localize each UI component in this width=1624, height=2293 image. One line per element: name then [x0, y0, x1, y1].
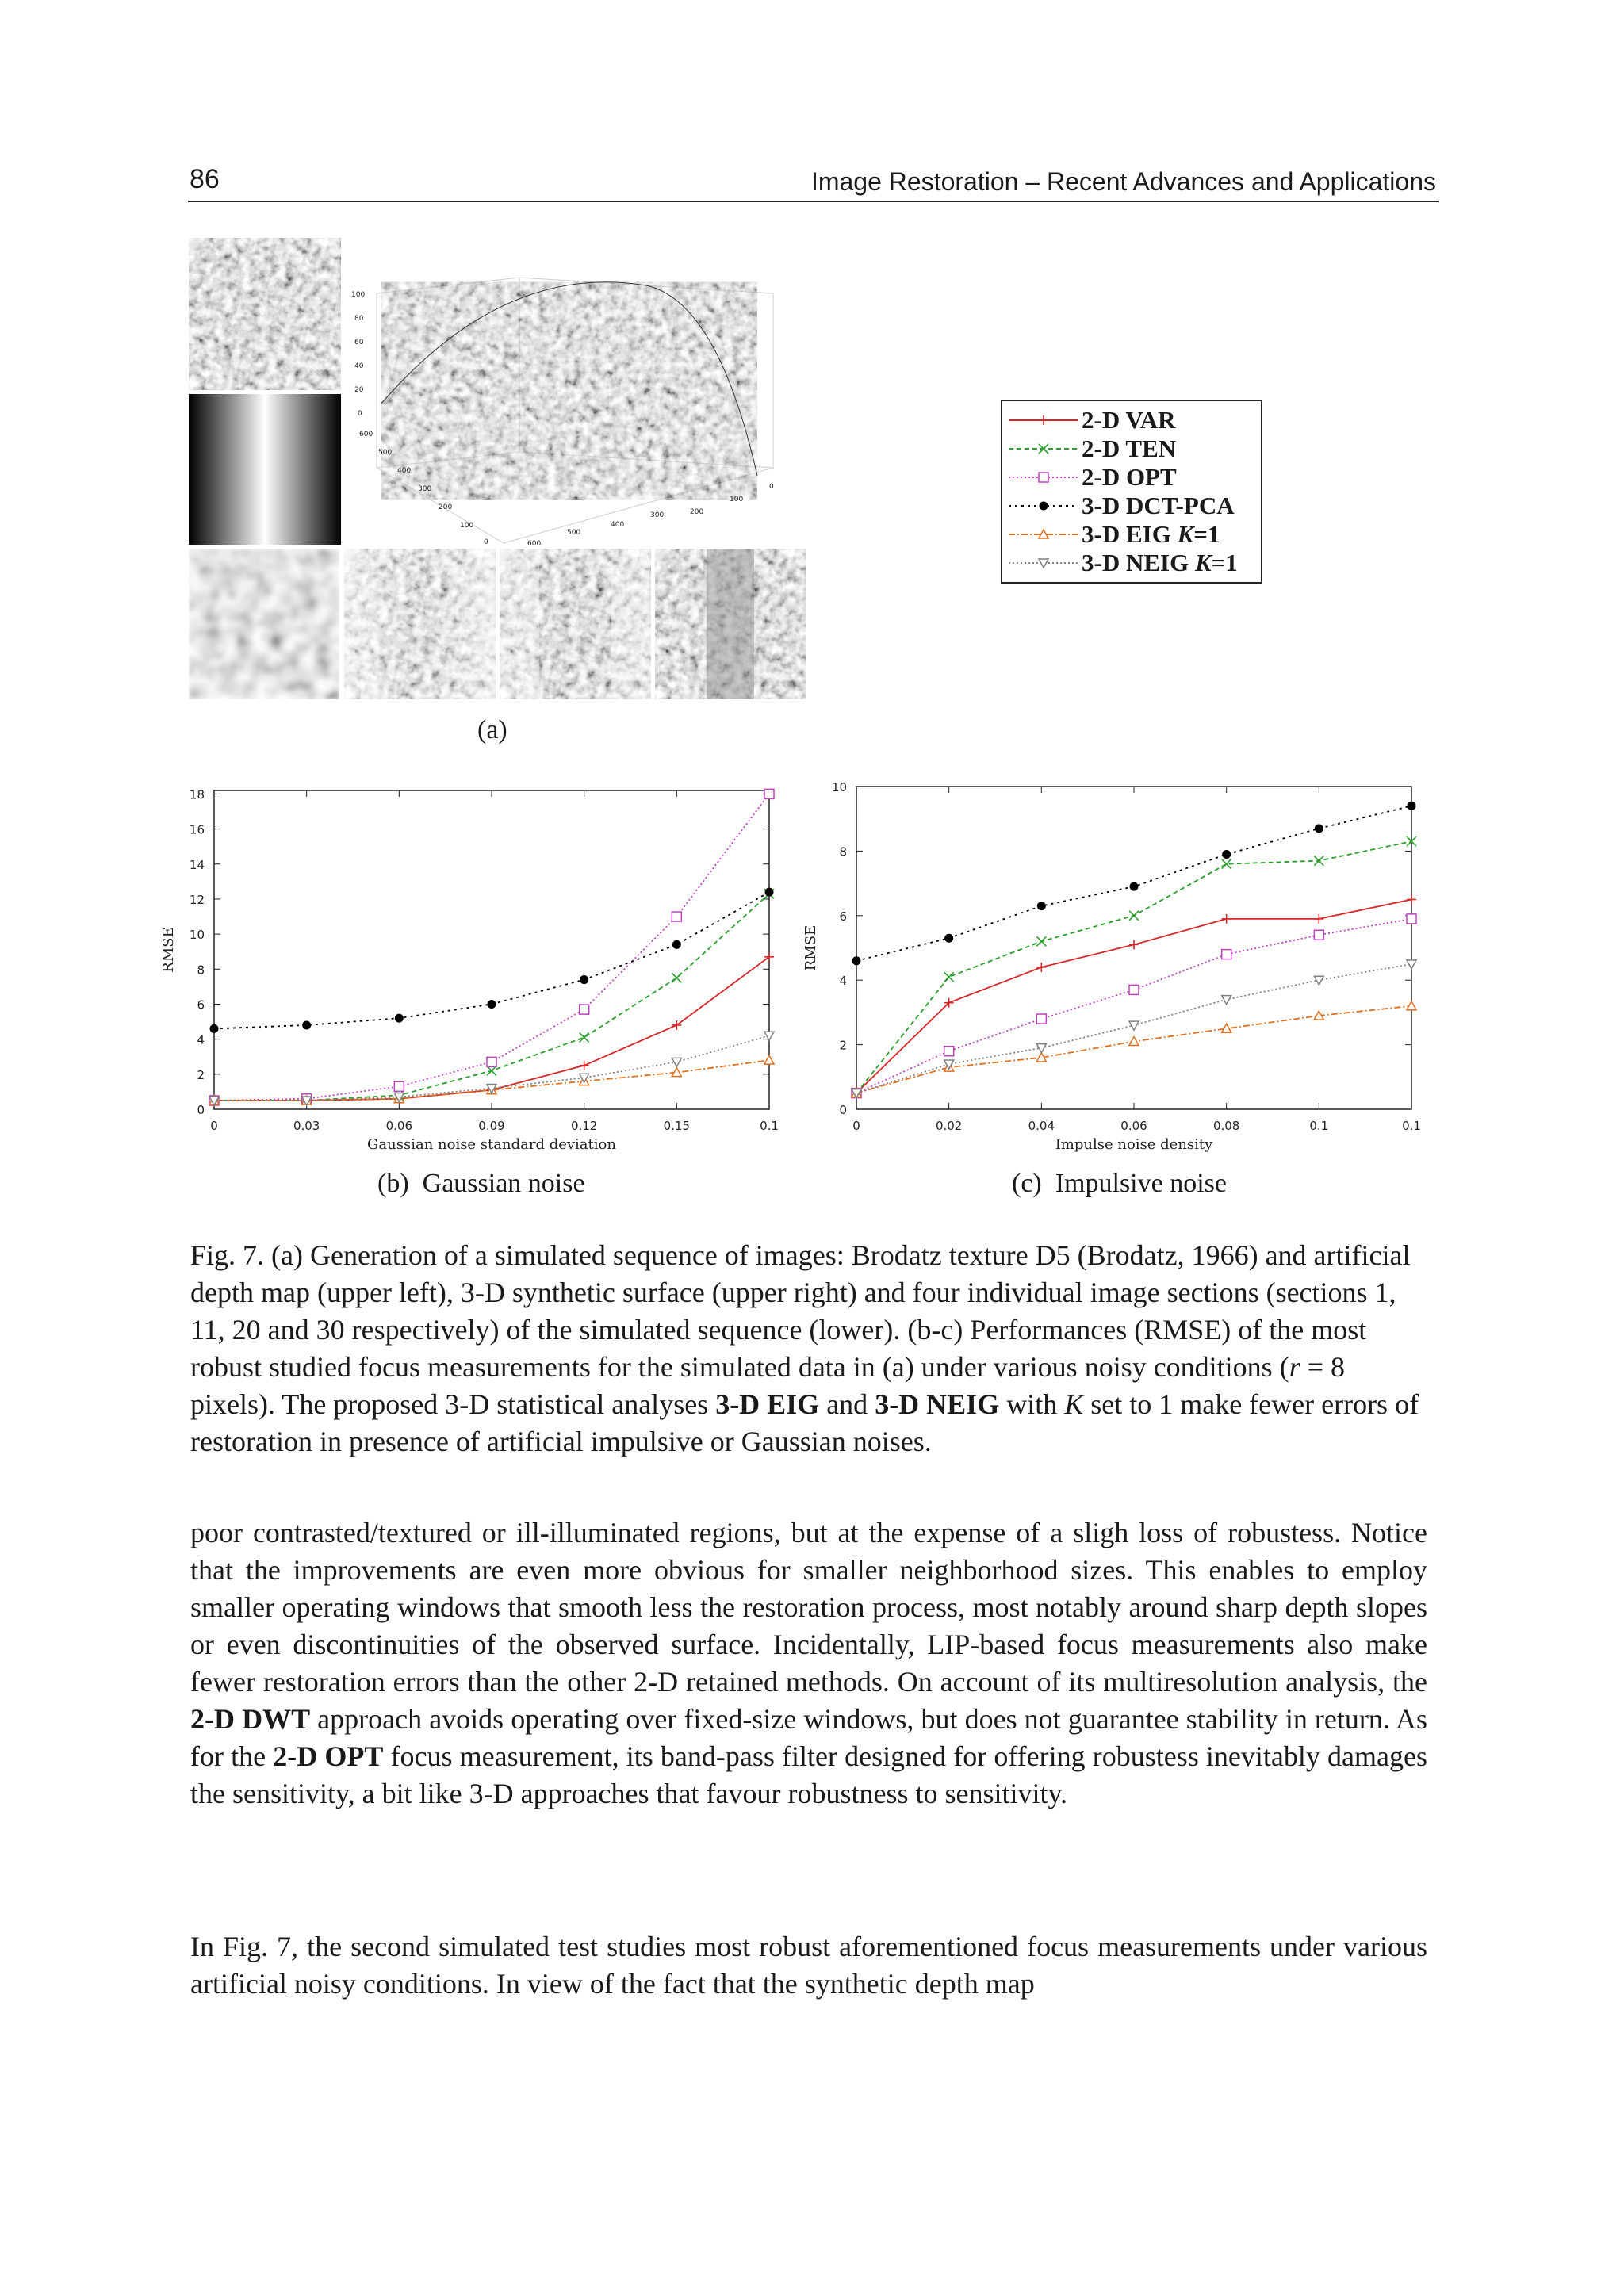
- data-point: [1129, 985, 1139, 994]
- legend-marker: [1040, 502, 1048, 511]
- y-tick-label: 8: [839, 844, 847, 859]
- y-tick-label: 6: [839, 909, 847, 924]
- data-point: [1129, 1037, 1139, 1046]
- data-point: [1314, 930, 1323, 940]
- data-point: [944, 972, 954, 982]
- svg-text:500: 500: [567, 529, 581, 537]
- data-point: [1315, 824, 1323, 833]
- svg-text:80: 80: [354, 315, 364, 323]
- svg-text:200: 200: [690, 508, 704, 516]
- data-point: [852, 956, 861, 965]
- x-tick-label: 0.15: [663, 1119, 691, 1133]
- gaussian-noise-chart: [151, 781, 801, 1169]
- data-point: [1036, 936, 1046, 946]
- y-tick-label: 10: [189, 928, 205, 943]
- series-5: [852, 960, 1416, 1098]
- data-point: [1407, 894, 1416, 904]
- data-point: [580, 1032, 589, 1042]
- x-tick-label: 0.02: [935, 1119, 963, 1133]
- series-line: [856, 899, 1411, 1093]
- svg-text:300: 300: [418, 485, 432, 493]
- y-tick-label: 18: [189, 787, 205, 802]
- data-point: [1222, 850, 1231, 859]
- legend-swatch: [1005, 520, 1082, 549]
- legend-label: 2-D OPT: [1082, 463, 1177, 491]
- svg-text:40: 40: [354, 362, 364, 370]
- x-tick-label: 0.12: [570, 1119, 598, 1133]
- y-axis-title: RMSE: [160, 927, 177, 973]
- data-point: [764, 789, 774, 798]
- legend-marker: [1039, 559, 1048, 568]
- svg-text:100: 100: [460, 522, 474, 530]
- chart-legend: [1001, 400, 1262, 584]
- data-point: [487, 1057, 496, 1066]
- depth-map-image: [189, 394, 341, 545]
- data-point: [302, 1020, 311, 1029]
- legend-label: 3-D NEIG K=1: [1082, 549, 1238, 576]
- section-20-image: [500, 549, 651, 699]
- legend-swatch: [1005, 492, 1082, 520]
- data-point: [1130, 882, 1139, 891]
- y-tick-label: 16: [189, 822, 205, 837]
- data-point: [394, 1081, 404, 1091]
- data-point: [395, 1014, 404, 1023]
- svg-text:400: 400: [397, 467, 412, 475]
- y-tick-label: 14: [189, 857, 205, 872]
- running-title: Image Restoration – Recent Advances and Applications: [810, 167, 1436, 196]
- data-point: [1314, 914, 1323, 924]
- legend-label: 3-D EIG K=1: [1082, 520, 1220, 548]
- y-tick-label: 10: [831, 781, 847, 794]
- data-point: [944, 1047, 954, 1056]
- panel-c-label: (c) Impulsive noise: [1012, 1169, 1227, 1198]
- series-2: [209, 789, 774, 1105]
- body-paragraph-2: In Fig. 7, the second simulated test studies most robust aforementioned focus measurements under various artificial noisy conditions. In view of the fact that the synthetic depth map: [190, 1931, 1427, 2000]
- data-point: [764, 1055, 774, 1064]
- svg-text:300: 300: [650, 511, 665, 519]
- data-point: [1036, 963, 1046, 972]
- data-point: [210, 1024, 219, 1033]
- data-point: [580, 1061, 589, 1070]
- svg-text:100: 100: [351, 291, 366, 299]
- data-point: [944, 934, 953, 943]
- data-point: [1222, 1024, 1231, 1032]
- series-3: [210, 888, 774, 1033]
- data-point: [672, 912, 681, 921]
- data-point: [672, 1058, 681, 1066]
- y-tick-label: 4: [839, 974, 847, 989]
- legend-swatch: [1005, 434, 1082, 463]
- legend-label: 2-D VAR: [1082, 406, 1176, 434]
- svg-text:500: 500: [378, 449, 393, 457]
- x-tick-label: 0.09: [478, 1119, 505, 1133]
- legend-entry: [1002, 520, 1261, 549]
- data-point: [1129, 940, 1139, 949]
- svg-text:600: 600: [527, 540, 542, 548]
- data-point: [765, 888, 774, 897]
- legend-entry: [1002, 492, 1261, 520]
- data-point: [580, 1005, 589, 1014]
- section-30-image: [655, 549, 806, 699]
- legend-swatch: [1005, 463, 1082, 492]
- series-1: [852, 836, 1416, 1097]
- series-5: [209, 1032, 774, 1105]
- panel-a-label: (a): [477, 715, 508, 745]
- legend-marker: [1039, 473, 1048, 482]
- data-point: [487, 1066, 496, 1075]
- x-axis-title: Impulse noise density: [1055, 1136, 1213, 1153]
- legend-marker: [1039, 415, 1048, 425]
- y-tick-label: 0: [839, 1103, 847, 1117]
- svg-text:100: 100: [730, 496, 744, 503]
- impulsive-noise-chart: [793, 781, 1443, 1169]
- brodatz-texture-image: [189, 238, 341, 390]
- x-tick-label: 0.03: [293, 1119, 320, 1133]
- y-tick-label: 4: [197, 1032, 205, 1047]
- surface-y-ticks: [527, 483, 774, 548]
- x-tick-label: 0.04: [1028, 1119, 1055, 1133]
- legend-entry: [1002, 463, 1261, 492]
- y-axis-title: RMSE: [802, 924, 819, 971]
- surface-x-ticks: [359, 431, 488, 546]
- page-number: 86: [190, 164, 220, 194]
- section-11-image: [344, 549, 496, 699]
- data-point: [1129, 911, 1139, 921]
- data-point: [1407, 1001, 1416, 1010]
- surface-z-ticks: [351, 291, 365, 418]
- panel-b-label: (b) Gaussian noise: [377, 1169, 585, 1198]
- legend-marker: [1039, 444, 1048, 454]
- svg-text:60: 60: [354, 339, 364, 346]
- x-tick-label: 0: [210, 1119, 218, 1133]
- data-point: [1222, 996, 1231, 1005]
- data-point: [672, 940, 681, 949]
- series-line: [214, 794, 769, 1101]
- x-tick-label: 0: [852, 1119, 860, 1133]
- data-point: [1222, 914, 1231, 924]
- data-point: [488, 1000, 496, 1009]
- y-tick-label: 8: [197, 963, 205, 978]
- data-point: [1037, 902, 1046, 910]
- x-tick-label: 0.08: [1212, 1119, 1240, 1133]
- x-tick-label: 0.06: [385, 1119, 413, 1133]
- legend-entry: [1002, 549, 1261, 577]
- data-point: [580, 975, 588, 984]
- legend-swatch: [1005, 406, 1082, 434]
- section-1-image: [189, 549, 339, 699]
- svg-text:20: 20: [354, 386, 364, 394]
- synthetic-surface-3d-plot: [345, 238, 785, 551]
- series-line: [856, 1006, 1411, 1093]
- x-tick-label: 0.1: [1309, 1119, 1329, 1133]
- legend-entry: [1002, 434, 1261, 463]
- y-tick-label: 6: [197, 997, 205, 1013]
- data-point: [1314, 856, 1323, 866]
- y-tick-label: 0: [197, 1103, 205, 1117]
- svg-text:0: 0: [769, 483, 774, 491]
- x-tick-label: 0.1: [760, 1119, 779, 1133]
- data-point: [1036, 1014, 1046, 1024]
- svg-text:600: 600: [359, 431, 373, 438]
- data-point: [1407, 914, 1416, 924]
- data-point: [672, 973, 681, 982]
- legend-entry: [1002, 406, 1261, 434]
- body-paragraph-1: poor contrasted/textured or ill-illuminated regions, but at the expense of a sligh loss of robustess. Notice that the improvements are even more obvious for smaller neighborhood sizes. This enables to employ smaller operating windows that smooth less the restoration process, most notably around sharp depth slopes or even discontinuities of the observed surface. Incidentally, LIP-based focus measurements also make fewer restoration errors than the other 2-D retained methods. On account of its multiresolution analysis, the 2-D DWT approach avoids operating over fixed-size windows, but does not guarantee stability in return. As for the 2-D OPT focus measurement, its band-pass filter designed for offering robustess inevitably damages the sensitivity, a bit like 3-D approaches that favour robustness to sensitivity.: [190, 1517, 1428, 1809]
- svg-text:0: 0: [358, 410, 362, 418]
- x-tick-label: 0.06: [1120, 1119, 1147, 1133]
- legend-label: 2-D TEN: [1082, 434, 1177, 462]
- data-point: [1222, 950, 1231, 959]
- svg-text:0: 0: [484, 538, 488, 546]
- legend-label: 3-D DCT-PCA: [1082, 492, 1235, 519]
- data-point: [1408, 802, 1416, 810]
- figure-caption: Fig. 7. (a) Generation of a simulated sequence of images: Brodatz texture D5 (Brodatz, 1966) and artificial depth map (upper left), 3-D synthetic surface (upper right) and four individual image sections (sections 1, 11, 20 and 30 respectively) of the simulated sequence (lower). (b-c) Performances (RMSE) of the most robust studied focus measurements for the simulated data in (a) under various noisy conditions (r = 8 pixels). The proposed 3-D statistical analyses 3-D EIG and 3-D NEIG with K set to 1 make fewer errors of restoration in presence of artificial impulsive or Gaussian noises.: [190, 1239, 1419, 1457]
- y-tick-label: 2: [197, 1067, 205, 1082]
- series-0: [209, 952, 774, 1105]
- series-1: [209, 889, 774, 1105]
- series-line: [214, 957, 769, 1101]
- series-line: [214, 894, 769, 1101]
- svg-text:400: 400: [611, 521, 625, 529]
- page-header: [188, 163, 1439, 202]
- x-tick-label: 0.1: [1402, 1119, 1421, 1133]
- svg-text:200: 200: [439, 503, 453, 511]
- legend-swatch: [1005, 549, 1082, 577]
- y-tick-label: 2: [839, 1038, 847, 1053]
- y-tick-label: 12: [189, 892, 205, 907]
- x-axis-title: Gaussian noise standard deviation: [367, 1136, 616, 1153]
